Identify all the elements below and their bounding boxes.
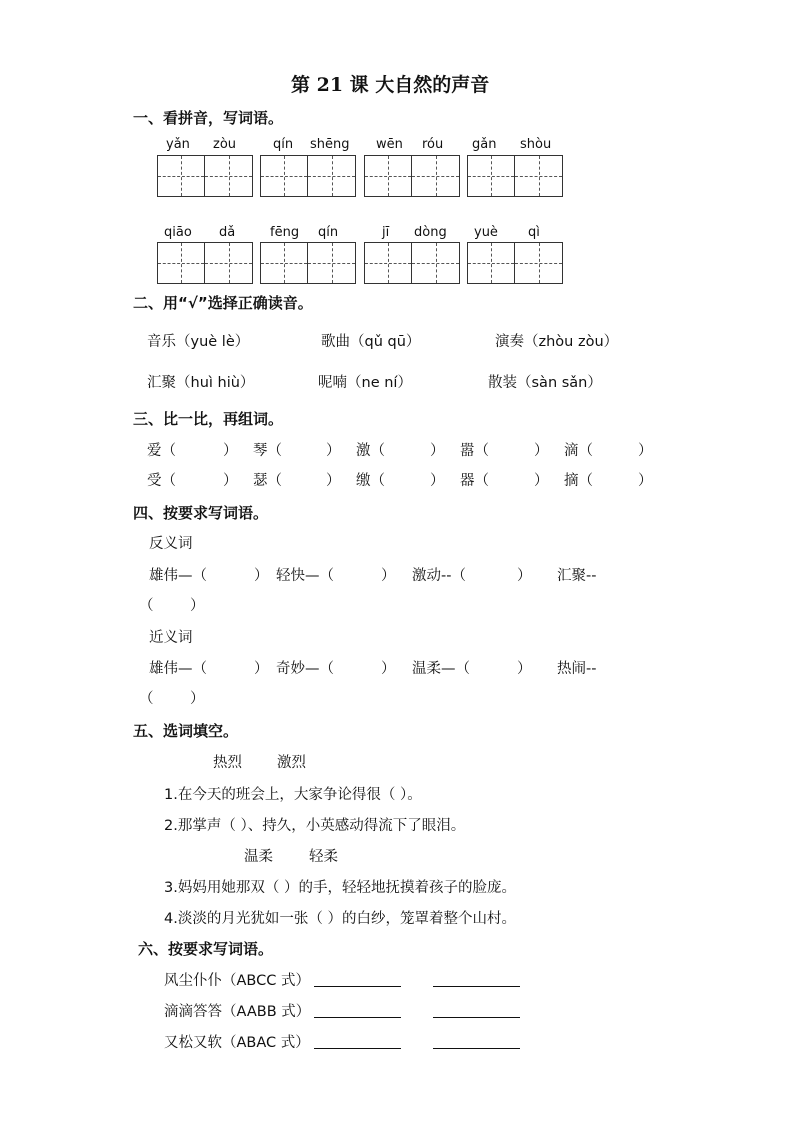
antonym-item: 汇聚-- xyxy=(557,568,597,584)
pinyin-label: wēn xyxy=(376,137,403,152)
answer-blank-close[interactable]: ） xyxy=(638,443,653,459)
answer-blank-close[interactable]: ） xyxy=(381,568,396,584)
pinyin-label: yuè xyxy=(474,225,498,240)
section-5-heading: 五、选词填空。 xyxy=(133,722,239,740)
pinyin-label: róu xyxy=(422,137,444,152)
compare-char: 激（ xyxy=(356,443,385,459)
compare-char: 瑟（ xyxy=(253,473,282,489)
pattern-item: 滴滴答答（AABB 式） xyxy=(164,1004,311,1020)
pronunciation-item[interactable]: 演奏（zhòu zòu） xyxy=(495,334,619,350)
pinyin-label: yǎn xyxy=(166,137,190,152)
word-choice: 轻柔 xyxy=(309,849,338,865)
answer-blank-close[interactable]: ） xyxy=(381,661,396,677)
answer-blank-open[interactable]: （ xyxy=(139,691,154,707)
answer-blank-close[interactable]: ） xyxy=(223,473,238,489)
page-title: 第 21 课 大自然的声音 xyxy=(291,74,490,96)
pinyin-label: jī xyxy=(382,225,390,240)
pinyin-label: qín xyxy=(318,225,339,240)
fill-question[interactable]: 1.在今天的班会上，大家争论得很（ ）。 xyxy=(164,787,422,803)
writing-grid[interactable] xyxy=(364,242,460,284)
answer-blank-close[interactable]: ） xyxy=(430,443,445,459)
pronunciation-item[interactable]: 呢喃（ne ní） xyxy=(318,375,412,391)
answer-blank-close[interactable]: ） xyxy=(223,443,238,459)
answer-blank-close[interactable]: ） xyxy=(430,473,445,489)
pinyin-label: zòu xyxy=(213,137,237,152)
pinyin-label: qì xyxy=(528,225,540,240)
compare-char: 器（ xyxy=(460,473,489,489)
answer-line[interactable] xyxy=(314,1017,401,1018)
answer-blank-close[interactable]: ） xyxy=(254,568,269,584)
pronunciation-item[interactable]: 歌曲（qǔ qū） xyxy=(321,334,421,350)
answer-blank-close[interactable]: ） xyxy=(534,443,549,459)
answer-blank-open[interactable]: （ xyxy=(139,598,154,614)
fill-question[interactable]: 2.那掌声（ ）、持久，小英感动得流下了眼泪。 xyxy=(164,818,466,834)
compare-char: 缴（ xyxy=(356,473,385,489)
pattern-item: 又松又软（ABAC 式） xyxy=(164,1035,310,1051)
antonym-label: 反义词 xyxy=(149,536,193,552)
pinyin-label: shēng xyxy=(310,137,350,152)
fill-question[interactable]: 4.淡淡的月光犹如一张（ ）的白纱，笼罩着整个山村。 xyxy=(164,911,516,927)
compare-char: 嚣（ xyxy=(460,443,489,459)
synonym-item: 雄伟—（ xyxy=(149,661,207,677)
compare-char: 琴（ xyxy=(253,443,282,459)
antonym-item: 雄伟—（ xyxy=(149,568,207,584)
writing-grid[interactable] xyxy=(157,242,253,284)
synonym-item: 热闹-- xyxy=(557,661,597,677)
word-choice: 温柔 xyxy=(244,849,273,865)
answer-blank-close[interactable]: ） xyxy=(534,473,549,489)
compare-char: 受（ xyxy=(147,473,176,489)
synonym-label: 近义词 xyxy=(149,630,193,646)
fill-question[interactable]: 3.妈妈用她那双（ ）的手，轻轻地抚摸着孩子的脸庞。 xyxy=(164,880,516,896)
answer-line[interactable] xyxy=(433,1048,520,1049)
pronunciation-item[interactable]: 汇聚（huì hiù） xyxy=(147,375,255,391)
answer-blank-close[interactable]: ） xyxy=(638,473,653,489)
pinyin-label: dǎ xyxy=(219,225,236,240)
compare-char: 爱（ xyxy=(147,443,176,459)
answer-blank-close[interactable]: ） xyxy=(326,443,341,459)
section-3-heading: 三、比一比，再组词。 xyxy=(133,410,284,428)
pattern-item: 风尘仆仆（ABCC 式） xyxy=(164,973,310,989)
answer-line[interactable] xyxy=(314,1048,401,1049)
word-choice: 热烈 xyxy=(213,755,242,771)
writing-grid[interactable] xyxy=(467,155,563,197)
pinyin-label: qiāo xyxy=(164,225,192,240)
pronunciation-item[interactable]: 音乐（yuè lè） xyxy=(147,334,250,350)
answer-blank-close[interactable]: ） xyxy=(517,568,532,584)
pinyin-label: fēng xyxy=(270,225,300,240)
synonym-item: 温柔—（ xyxy=(412,661,470,677)
pinyin-label: shòu xyxy=(520,137,552,152)
writing-grid[interactable] xyxy=(157,155,253,197)
antonym-item: 轻快—（ xyxy=(276,568,334,584)
word-choice: 激烈 xyxy=(277,755,306,771)
compare-char: 滴（ xyxy=(564,443,593,459)
answer-blank-close[interactable]: ） xyxy=(326,473,341,489)
answer-blank-close[interactable]: ） xyxy=(254,661,269,677)
section-2-heading: 二、用“√”选择正确读音。 xyxy=(133,294,313,312)
answer-line[interactable] xyxy=(433,1017,520,1018)
compare-char: 摘（ xyxy=(564,473,593,489)
pinyin-label: qín xyxy=(273,137,294,152)
pronunciation-item[interactable]: 散装（sàn sǎn） xyxy=(488,375,602,391)
antonym-item: 激动--（ xyxy=(412,568,466,584)
writing-grid[interactable] xyxy=(364,155,460,197)
answer-blank-close[interactable]: ） xyxy=(190,598,205,614)
synonym-item: 奇妙—（ xyxy=(276,661,334,677)
answer-line[interactable] xyxy=(314,986,401,987)
writing-grid[interactable] xyxy=(260,242,356,284)
writing-grid[interactable] xyxy=(260,155,356,197)
section-6-heading: 六、按要求写词语。 xyxy=(138,940,274,958)
writing-grid[interactable] xyxy=(467,242,563,284)
pinyin-label: gǎn xyxy=(472,137,497,152)
answer-line[interactable] xyxy=(433,986,520,987)
pinyin-label: dòng xyxy=(414,225,447,240)
answer-blank-close[interactable]: ） xyxy=(517,661,532,677)
answer-blank-close[interactable]: ） xyxy=(190,691,205,707)
section-4-heading: 四、按要求写词语。 xyxy=(133,504,269,522)
section-1-heading: 一、看拼音，写词语。 xyxy=(133,109,284,127)
